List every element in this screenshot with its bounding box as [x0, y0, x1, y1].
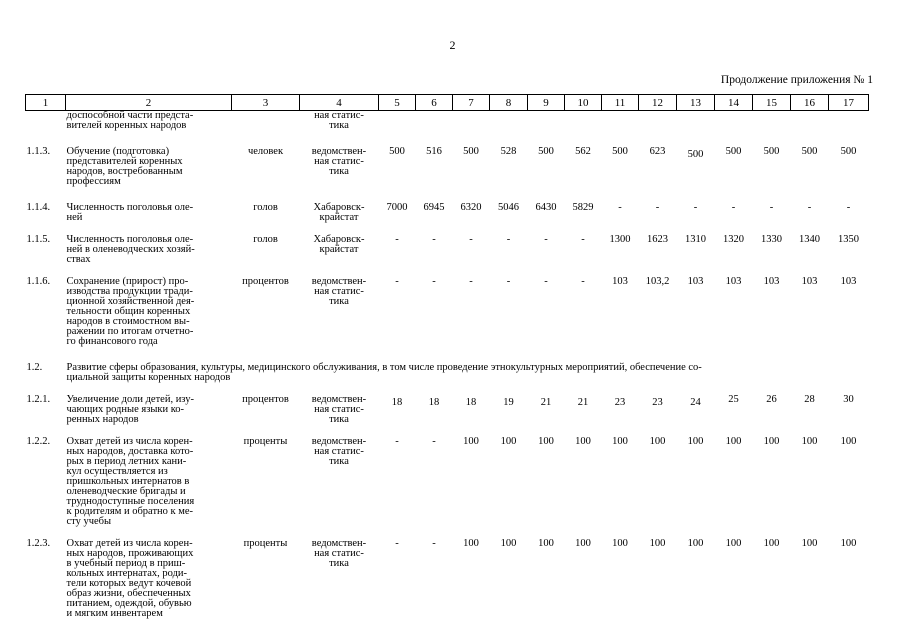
page-number: 2	[449, 38, 456, 52]
value-cell: -	[769, 202, 774, 213]
header-cell: 11	[602, 95, 639, 111]
value-cell: -	[731, 202, 736, 213]
value-cell: 103	[687, 276, 704, 287]
row-source-line: ведомствен-	[311, 276, 367, 287]
table-row	[26, 187, 869, 223]
row-name-line: ражении по итогам отчетно-	[66, 326, 194, 337]
row-source	[300, 111, 379, 132]
value-cell: 500	[725, 146, 742, 157]
row-source-line: Хабаровск-	[313, 202, 365, 213]
value-cell: 100	[463, 538, 479, 549]
value-text: 24	[690, 397, 701, 408]
row-name-line: ционной хозяйственной дея-	[66, 296, 195, 307]
value-cell: 500	[389, 146, 405, 157]
row-name-line: доспособной части предста-	[66, 110, 194, 121]
value-cell: -	[506, 234, 511, 245]
row-code: 1.1.4.	[26, 202, 51, 213]
value-cell	[490, 383, 528, 425]
row-name	[66, 383, 232, 425]
value-cell: 100	[687, 538, 704, 549]
row-source-line: Хабаровск-	[313, 234, 365, 245]
row-source-line: ведомствен-	[311, 538, 367, 549]
value-cell: 500	[538, 146, 554, 157]
row-name-line: и мягким инвентарем	[66, 608, 163, 619]
row-name-line: вителей коренных народов	[66, 120, 187, 131]
row-code: 1.2.3.	[26, 538, 51, 549]
table-header-row	[26, 95, 869, 111]
row-source-line: тика	[329, 166, 349, 177]
header-cell: 4	[300, 95, 379, 111]
table-row	[26, 111, 869, 132]
value-cell: 6945	[423, 202, 445, 213]
row-source-line: тика	[329, 296, 349, 307]
value-cell: 103	[725, 276, 742, 287]
value-cell: -	[618, 202, 622, 213]
section-row	[26, 347, 869, 383]
value-cell: 100	[500, 436, 517, 447]
value-cell: 100	[500, 538, 517, 549]
value-cell: -	[432, 234, 436, 245]
value-cell: 100	[575, 436, 591, 447]
value-cell: -	[693, 202, 698, 213]
value-cell: 100	[649, 538, 666, 549]
value-cell: 1310	[685, 234, 706, 245]
value-cell	[602, 383, 639, 425]
value-text: 19	[503, 397, 514, 408]
row-source	[300, 425, 379, 527]
header-cell: 5	[379, 95, 416, 111]
row-name-line: ных народов, доставка кото-	[66, 446, 194, 457]
row-source-line: ная статис-	[314, 548, 364, 559]
row-code: 1.1.5.	[26, 234, 51, 245]
value-cell	[565, 383, 602, 425]
header-cell: 10	[565, 95, 602, 111]
row-name-line: Сохранение (прирост) про-	[66, 276, 189, 287]
header-cell: 9	[528, 95, 565, 111]
value-cell: 6320	[460, 202, 482, 213]
row-name	[66, 187, 232, 223]
value-cell: 1350	[838, 234, 859, 245]
value-cell: 562	[575, 146, 591, 157]
header-cell: 8	[490, 95, 528, 111]
continuation-label: Продолжение приложения № 1	[720, 74, 873, 86]
value-cell: -	[544, 276, 548, 287]
row-unit: проценты	[243, 436, 288, 447]
value-cell: 500	[840, 146, 857, 157]
row-name-line: Численность поголовья оле-	[66, 234, 194, 245]
value-cell: 1300	[609, 234, 631, 245]
row-name-line: Увеличение доли детей, изу-	[66, 394, 194, 405]
value-cell: -	[655, 202, 660, 213]
header-cell: 1	[26, 95, 66, 111]
value-cell: -	[506, 276, 511, 287]
value-cell: -	[432, 436, 436, 447]
row-name	[66, 131, 232, 187]
row-name-line: Охват детей из числа корен-	[66, 538, 193, 549]
row-name-line: к родителям и обратно к ме-	[66, 506, 194, 517]
row-name-line: ней	[66, 212, 83, 223]
value-text: 23	[652, 397, 663, 408]
value-cell: 100	[840, 538, 857, 549]
row-source-line: тика	[329, 120, 349, 131]
row-name-line: кольных интернатах, роди-	[66, 568, 188, 579]
value-cell: 100	[649, 436, 666, 447]
row-unit: процентов	[242, 394, 289, 405]
header-cell: 15	[753, 95, 791, 111]
value-cell: 1623	[647, 234, 668, 245]
value-cell: -	[581, 234, 585, 245]
row-source-line: крайстат	[319, 244, 359, 255]
section-code: 1.2.	[26, 362, 43, 373]
value-cell	[677, 383, 715, 425]
table-row	[26, 527, 869, 619]
value-cell: -	[846, 202, 851, 213]
header-cell: 17	[829, 95, 869, 111]
section-title-line: Развитие сферы образования, культуры, медицинского обслуживания, в том числе проведение этнокультурных мероприятий, обеспечение со-	[66, 362, 702, 373]
row-name-line: тели которых ведут кочевой	[66, 578, 192, 589]
value-cell: -	[807, 202, 812, 213]
value-cell: 5829	[572, 202, 594, 213]
value-cell: -	[432, 276, 436, 287]
value-cell: 100	[538, 538, 554, 549]
row-name-line: народов, востребованным	[66, 166, 183, 177]
row-source-line: ведомствен-	[311, 436, 367, 447]
row-source-line: ная статис-	[314, 446, 364, 457]
row-name-line: го финансового года	[66, 336, 158, 347]
table-row	[26, 383, 869, 425]
row-source	[300, 527, 379, 619]
value-cell: 100	[538, 436, 554, 447]
section-title-line: циальной защиты коренных народов	[66, 372, 231, 383]
row-name-line: питанием, одеждой, обувью	[66, 598, 192, 609]
value-text: 21	[540, 397, 552, 408]
row-name-line: ней в оленеводческих хозяй-	[66, 244, 195, 255]
value-cell: -	[395, 538, 399, 549]
row-name-line: сту учебы	[66, 516, 112, 527]
value-cell: 100	[687, 436, 704, 447]
row-name-line: тельности общин коренных	[66, 306, 191, 317]
value-cell: 26	[766, 394, 777, 405]
row-source-line: тика	[329, 558, 349, 569]
row-source-line: ная статис-	[314, 110, 364, 121]
row-source	[300, 223, 379, 265]
table-row	[26, 265, 869, 347]
header-cell: 2	[66, 95, 232, 111]
value-text: 18	[428, 397, 440, 408]
value-text: 500	[687, 149, 704, 160]
value-cell: 103,2	[645, 276, 670, 287]
row-name-line: пришкольных интернатов в	[66, 476, 190, 487]
section-title	[66, 347, 869, 383]
value-cell: 7000	[386, 202, 408, 213]
row-source	[300, 131, 379, 187]
value-cell: 1340	[799, 234, 820, 245]
row-source-line: ная статис-	[314, 404, 364, 415]
value-cell: 1320	[723, 234, 744, 245]
row-name	[66, 111, 232, 132]
row-name	[66, 265, 232, 347]
value-cell: 103	[763, 276, 780, 287]
row-unit: голов	[253, 202, 278, 213]
row-name-line: профессиям	[66, 176, 121, 187]
value-cell: 103	[840, 276, 857, 287]
value-cell	[639, 383, 677, 425]
value-cell: 100	[612, 538, 628, 549]
value-text: 21	[577, 397, 589, 408]
value-cell: 500	[763, 146, 780, 157]
value-text: 18	[391, 397, 403, 408]
value-cell: -	[395, 276, 399, 287]
row-code: 1.1.3.	[26, 146, 51, 157]
value-cell	[528, 383, 565, 425]
row-name-line: чающих родные языки ко-	[66, 404, 185, 415]
table-row	[26, 131, 869, 187]
header-cell: 6	[416, 95, 453, 111]
row-name-line: оленеводческие бригады и	[66, 486, 186, 497]
row-source-line: тика	[329, 456, 349, 467]
indicators-table	[25, 94, 869, 619]
row-name	[66, 425, 232, 527]
value-cell: 6430	[535, 202, 557, 213]
value-cell: 100	[763, 538, 780, 549]
value-cell: 28	[804, 394, 815, 405]
row-name	[66, 223, 232, 265]
row-unit	[232, 111, 300, 132]
value-text: 18	[465, 397, 477, 408]
row-name-line: народов в стоимостном вы-	[66, 316, 190, 327]
row-name-line: образ жизни, обеспеченных	[66, 588, 191, 599]
header-cell: 7	[453, 95, 490, 111]
row-name-line: Охват детей из числа корен-	[66, 436, 193, 447]
row-name-line: ствах	[66, 254, 91, 265]
row-source	[300, 187, 379, 223]
table-row	[26, 425, 869, 527]
value-cell: 100	[575, 538, 591, 549]
value-cell: 100	[725, 436, 742, 447]
value-cell: -	[395, 436, 399, 447]
row-unit: проценты	[243, 538, 288, 549]
row-code	[26, 111, 66, 132]
row-name-line: кул осуществляется из	[66, 466, 168, 477]
row-source	[300, 383, 379, 425]
row-name	[66, 527, 232, 619]
row-source-line: ная статис-	[314, 156, 364, 167]
row-name-line: изводства продукции тради-	[66, 286, 193, 297]
value-cell: -	[469, 276, 473, 287]
row-source-line: тика	[329, 414, 349, 425]
value-cell: 30	[843, 394, 854, 405]
value-cell: 103	[612, 276, 628, 287]
value-cell	[453, 383, 490, 425]
value-cell: 100	[801, 538, 818, 549]
row-code: 1.1.6.	[26, 276, 51, 287]
row-name-line: ных народов, проживающих	[66, 548, 194, 559]
row-code: 1.2.1.	[26, 394, 51, 405]
row-source-line: ная статис-	[314, 286, 364, 297]
row-name-line: Численность поголовья оле-	[66, 202, 194, 213]
value-cell: -	[469, 234, 473, 245]
value-cell: 500	[463, 146, 479, 157]
header-cell: 3	[232, 95, 300, 111]
value-cell: 5046	[498, 202, 519, 213]
value-cell: 500	[612, 146, 628, 157]
row-source-line: ведомствен-	[311, 394, 367, 405]
value-cell: -	[581, 276, 585, 287]
value-cell: 100	[763, 436, 780, 447]
value-cell	[416, 383, 453, 425]
row-name-line: ренных народов	[66, 414, 139, 425]
header-cell: 16	[791, 95, 829, 111]
value-cell: 103	[801, 276, 818, 287]
value-cell: 25	[728, 394, 739, 405]
value-cell	[379, 383, 416, 425]
row-values-empty	[379, 111, 869, 132]
value-cell: 100	[725, 538, 742, 549]
value-cell: 100	[801, 436, 818, 447]
row-unit: процентов	[242, 276, 289, 287]
value-cell: 100	[463, 436, 479, 447]
row-code: 1.2.2.	[26, 436, 51, 447]
value-cell: 100	[840, 436, 857, 447]
value-text: 23	[614, 397, 626, 408]
row-name-line: труднодоступные поселения	[66, 496, 195, 507]
row-name-line: представителей коренных	[66, 156, 183, 167]
value-cell: 516	[426, 146, 442, 157]
value-cell: -	[432, 538, 436, 549]
row-name-line: рых в период летних кани-	[66, 456, 187, 467]
row-source	[300, 265, 379, 347]
value-cell	[677, 131, 715, 187]
row-source-line: ведомствен-	[311, 146, 367, 157]
value-cell: -	[544, 234, 548, 245]
row-name-line: в учебный период в приш-	[66, 558, 186, 569]
row-unit: человек	[247, 146, 284, 157]
header-cell: 13	[677, 95, 715, 111]
table-row	[26, 223, 869, 265]
value-cell: 1330	[761, 234, 782, 245]
value-cell: 100	[612, 436, 628, 447]
value-cell: -	[395, 234, 399, 245]
header-cell: 12	[639, 95, 677, 111]
row-unit: голов	[253, 234, 278, 245]
value-cell: 500	[801, 146, 818, 157]
row-source-line: крайстат	[319, 212, 359, 223]
header-cell: 14	[715, 95, 753, 111]
row-name-line: Обучение (подготовка)	[66, 146, 170, 157]
value-cell: 528	[500, 146, 517, 157]
value-cell: 623	[649, 146, 666, 157]
